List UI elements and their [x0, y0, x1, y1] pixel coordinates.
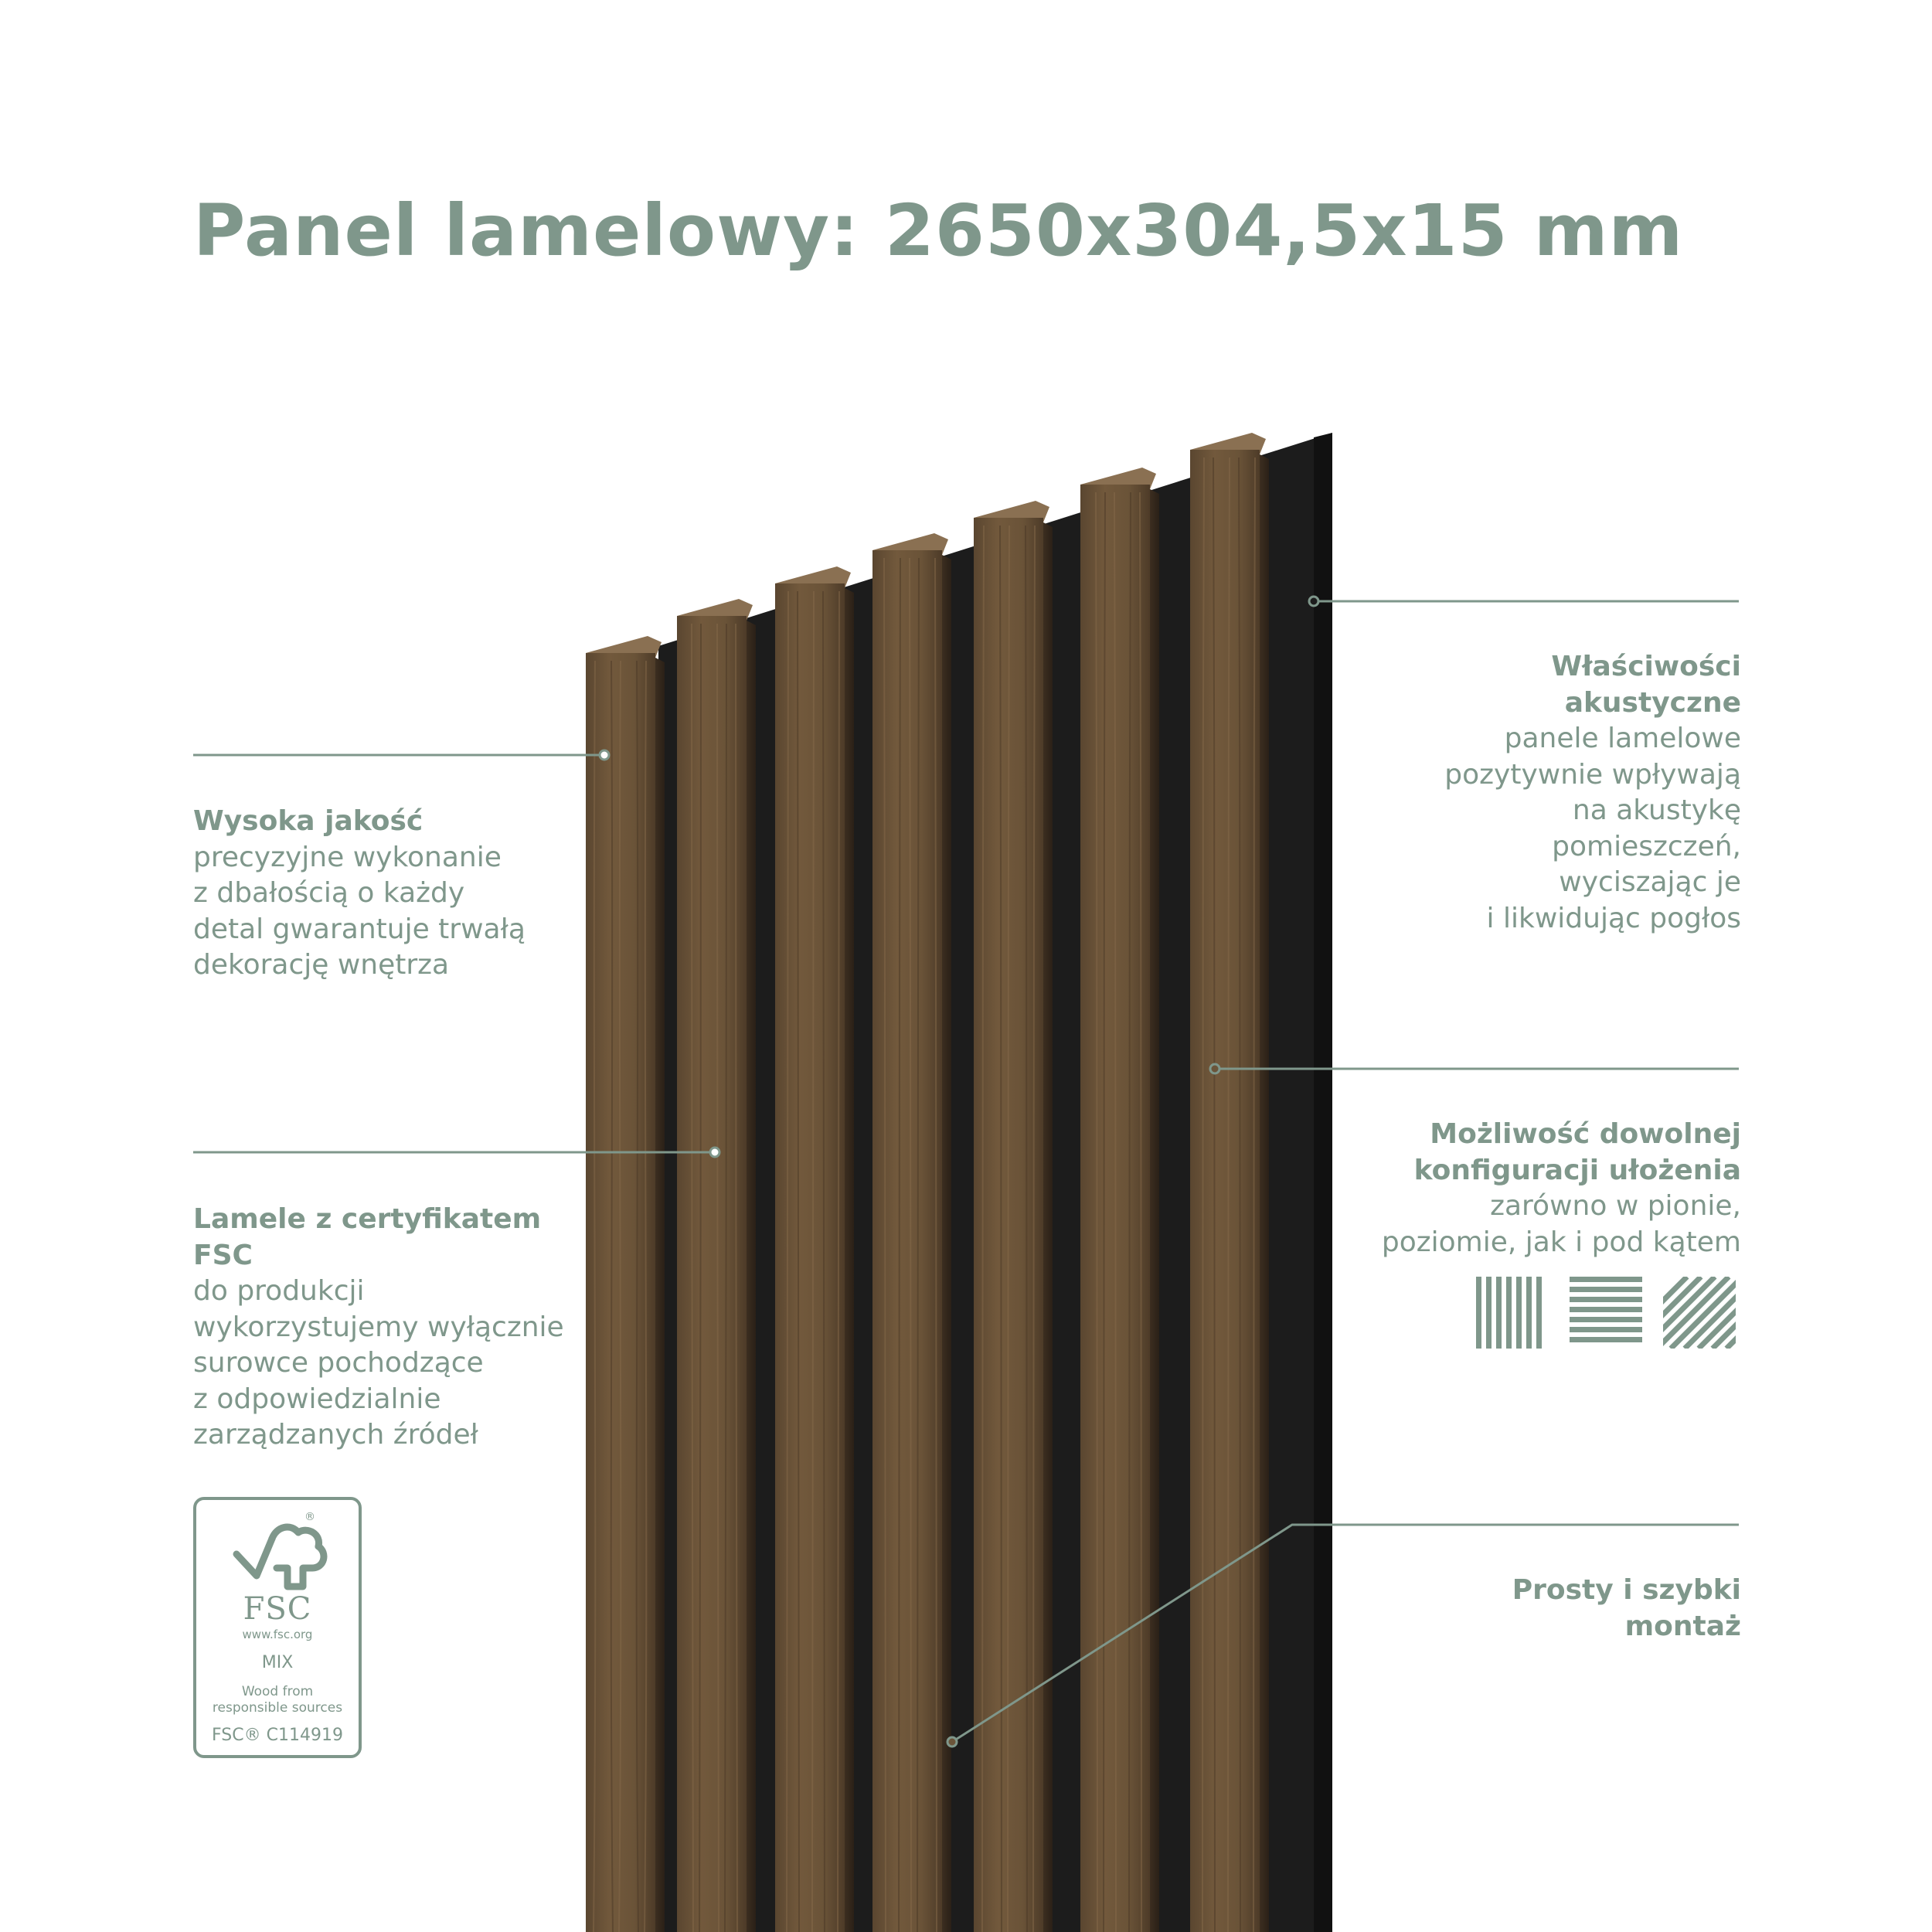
slat-side — [845, 588, 854, 1932]
feature-text: zarządzanych źródeł — [193, 1419, 478, 1451]
fsc-code: FSC® C114919 — [212, 1726, 343, 1745]
wood-slat — [872, 550, 942, 1932]
fsc-label: MIX — [261, 1653, 294, 1672]
feature-text: surowce pochodzące — [193, 1347, 484, 1379]
backing-edge — [1314, 433, 1332, 1932]
horizontal-lines-icon — [1570, 1277, 1642, 1342]
feature-text: i likwidując pogłos — [1486, 902, 1741, 934]
feature-mounting — [1512, 1573, 1741, 1645]
feature-heading: Właściwości — [1551, 651, 1741, 682]
callout-dot-fsc — [710, 1148, 719, 1157]
feature-text: z dbałością o każdy — [193, 877, 465, 909]
feature-heading: Prosty i szybki — [1512, 1574, 1741, 1606]
feature-text: poziomie, jak i pod kątem — [1381, 1226, 1741, 1258]
callout-dot-config — [1210, 1064, 1219, 1073]
wood-slat — [1190, 450, 1260, 1932]
feature-text: do produkcji — [193, 1275, 365, 1307]
feature-text: zarówno w pionie, — [1490, 1190, 1741, 1222]
feature-configuration — [1382, 1117, 1741, 1260]
feature-fsc — [193, 1202, 564, 1454]
fsc-description-line: responsible sources — [212, 1700, 343, 1716]
callout-dot-acoustic — [1309, 597, 1318, 606]
feature-text: detal gwarantuje trwałą — [193, 913, 526, 945]
fsc-certificate-logo — [193, 1497, 362, 1758]
vertical-lines-icon — [1476, 1277, 1542, 1349]
slat-side — [655, 658, 665, 1932]
callout-dot-mounting — [947, 1737, 957, 1747]
feature-heading: Możliwość dowolnej — [1430, 1118, 1741, 1150]
feature-text: dekorację wnętrza — [193, 949, 450, 981]
slat-side — [942, 555, 951, 1932]
slat-side — [747, 621, 756, 1932]
feature-text: pozytywnie wpływają — [1444, 758, 1741, 791]
feature-quality — [193, 804, 526, 984]
slat-side — [1150, 489, 1159, 1932]
feature-text: wykorzystujemy wyłącznie — [193, 1311, 564, 1343]
diagonal-lines-icon — [1615, 1277, 1798, 1349]
fsc-description-line: Wood from — [241, 1684, 314, 1699]
feature-text: na akustykę — [1572, 794, 1741, 826]
feature-heading: Lamele z certyfikatem — [193, 1203, 542, 1235]
feature-text: wyciszając je — [1559, 866, 1741, 898]
feature-text: panele lamelowe — [1504, 723, 1741, 754]
feature-heading: akustyczne — [1564, 686, 1741, 719]
fsc-brand: FSC — [243, 1591, 312, 1627]
feature-text: pomieszczeń, — [1552, 830, 1741, 862]
wood-slat — [775, 583, 845, 1932]
fsc-url: www.fsc.org — [242, 1628, 313, 1641]
feature-heading: FSC — [193, 1239, 253, 1271]
slat-side — [1260, 454, 1269, 1932]
fsc-description — [196, 1684, 359, 1716]
feature-heading: montaż — [1624, 1610, 1741, 1642]
feature-text: z odpowiedzialnie — [193, 1383, 441, 1415]
feature-acoustic — [1444, 649, 1741, 937]
feature-heading: Wysoka jakość — [193, 805, 423, 837]
page-title: Panel lamelowy: 2650x304,5x15 mm — [193, 189, 1684, 272]
fsc-tree-icon — [226, 1515, 334, 1593]
registered-mark: ® — [304, 1511, 315, 1523]
feature-text: precyzyjne wykonanie — [193, 841, 502, 873]
callout-dot-quality — [600, 750, 609, 760]
feature-heading: konfiguracji ułożenia — [1413, 1154, 1741, 1186]
slat-side — [1043, 522, 1053, 1932]
